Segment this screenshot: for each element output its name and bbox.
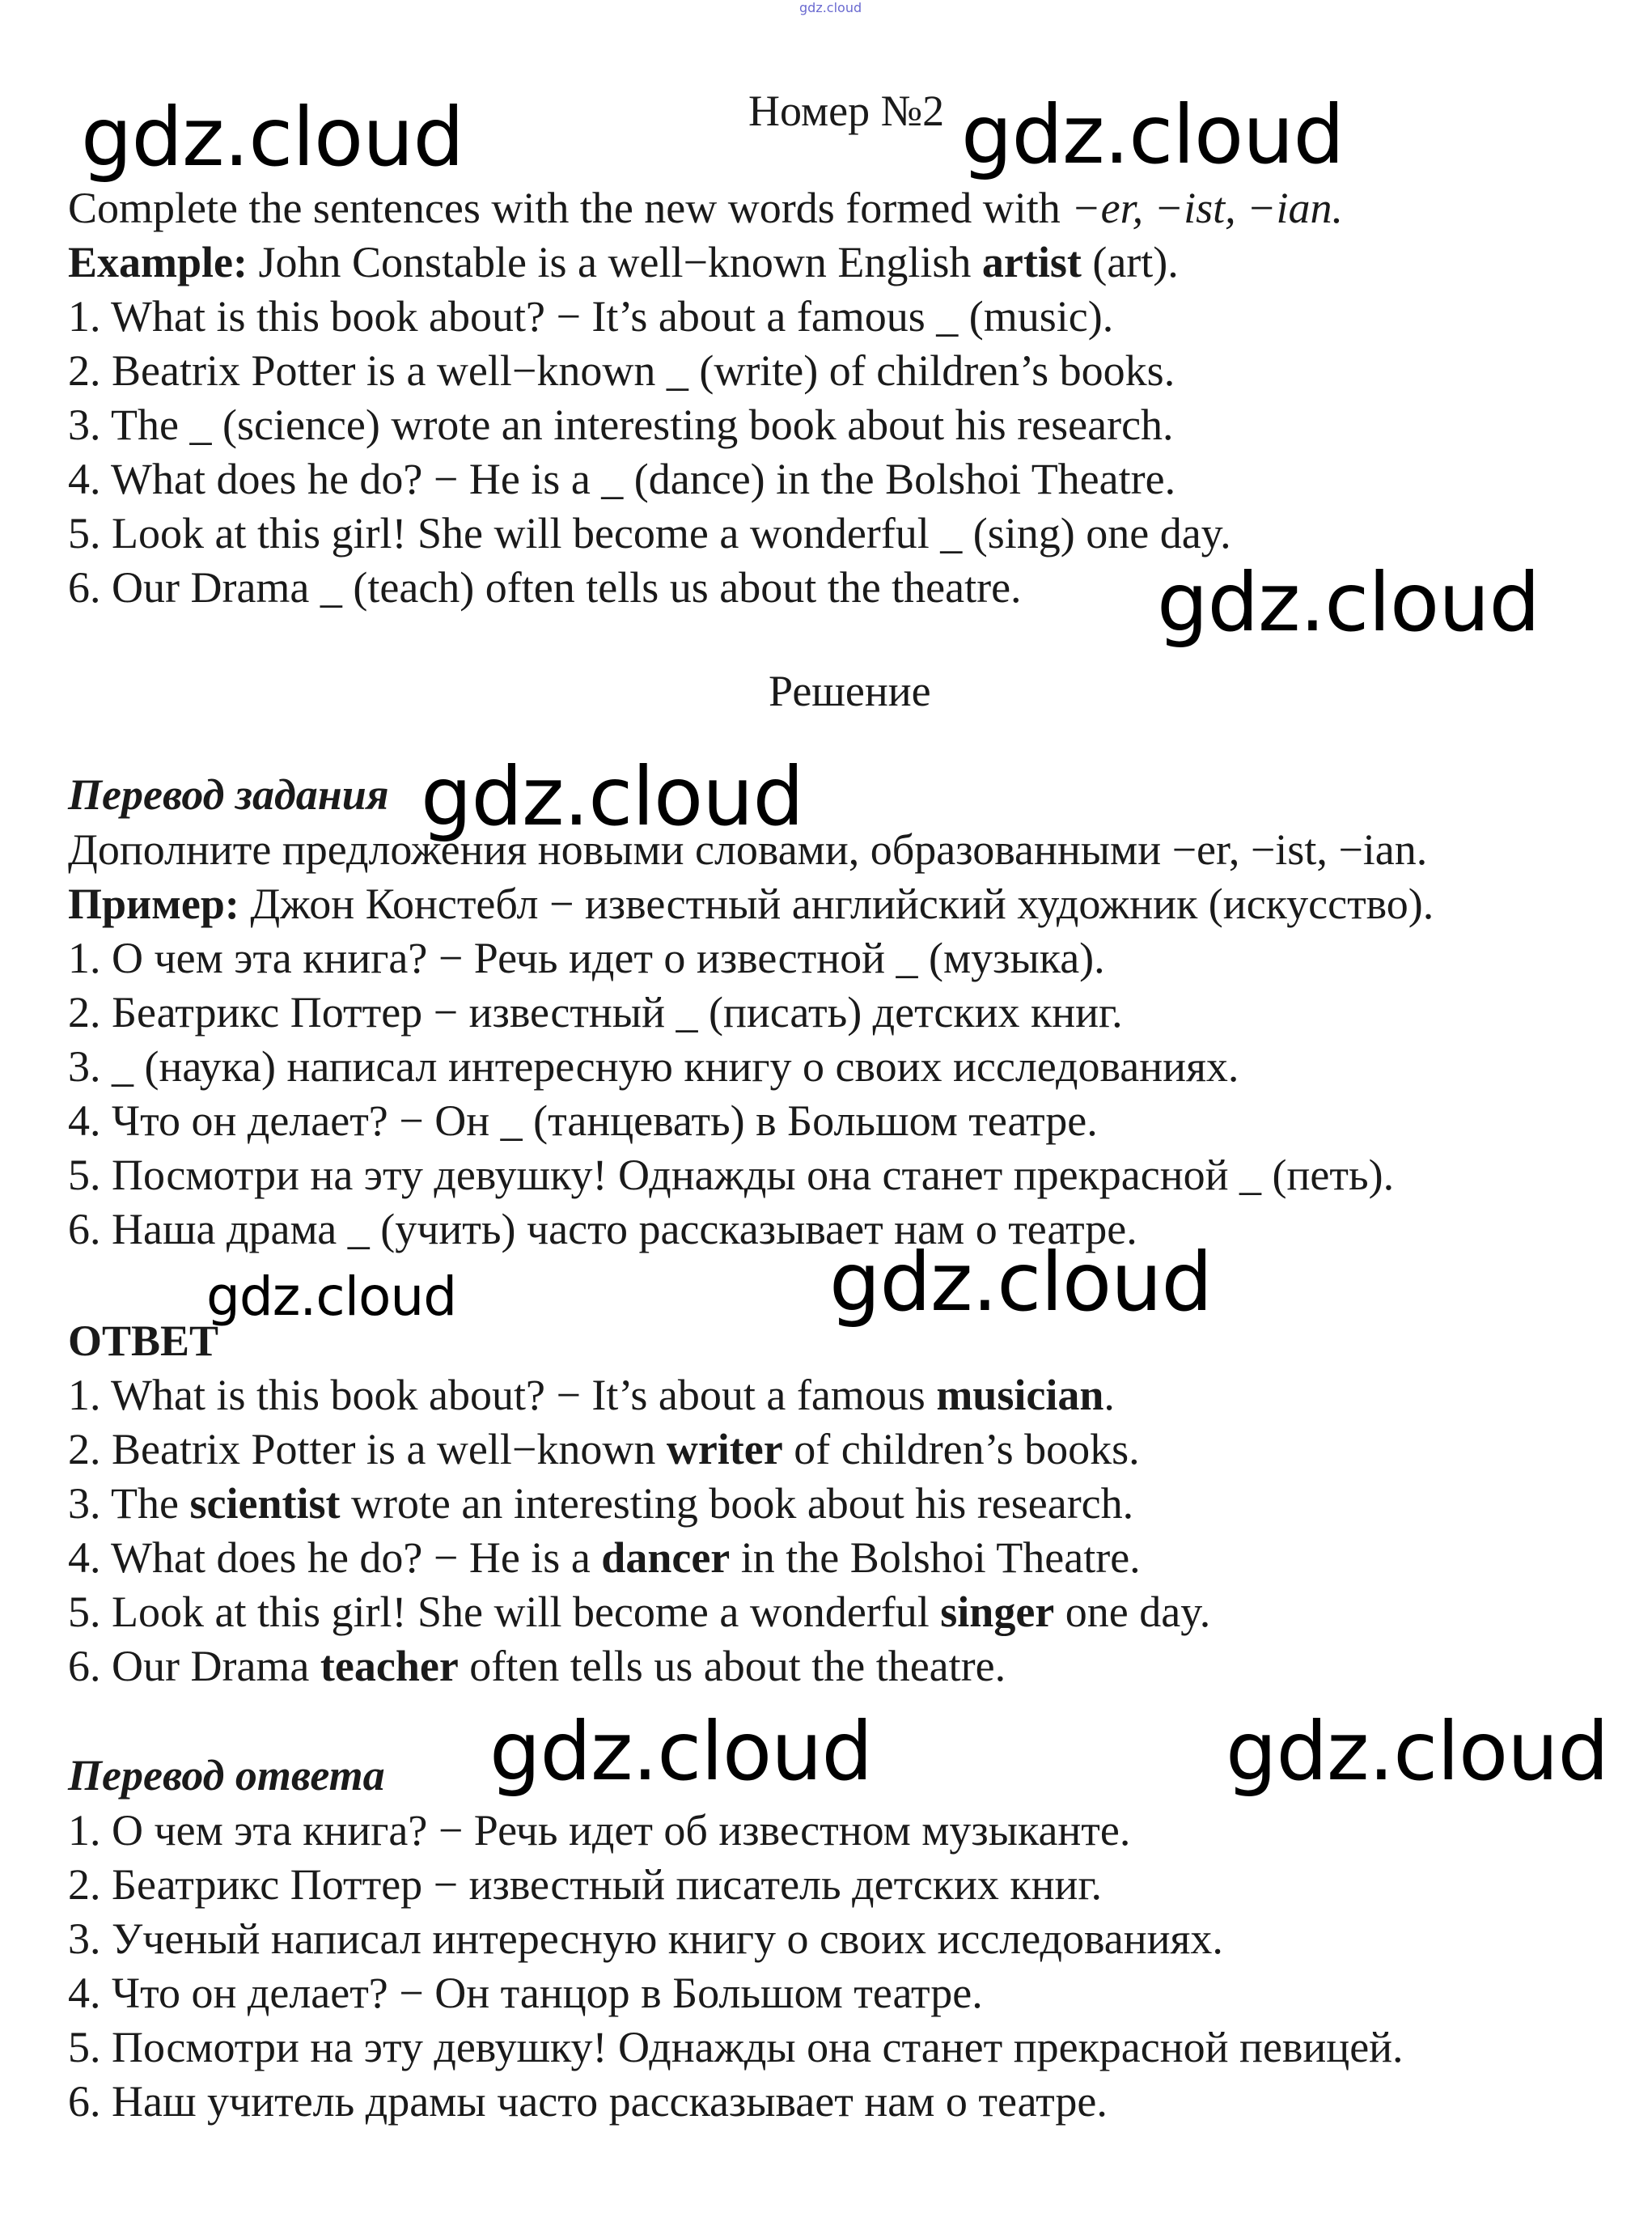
translation-instruction: Дополните предложения новыми словами, образованными −er, −ist, −ian. [68, 825, 1428, 874]
exercise-number: Номер №2 [748, 87, 945, 135]
answer-item: 2. Beatrix Potter is a well−known writer of children’s books. [68, 1425, 1140, 1473]
translation-item: 2. Беатрикс Поттер − известный _ (писать) детских книг. [68, 988, 1123, 1037]
watermark: gdz.cloud [1226, 1704, 1609, 1799]
answer-translation-item: 6. Наш учитель драмы часто рассказывает нам о театре. [68, 2077, 1108, 2126]
translation-item: 6. Наша драма _ (учить) часто рассказывает нам о театре. [68, 1205, 1137, 1253]
task-item: 5. Look at this girl! She will become a wonderful _ (sing) one day. [68, 509, 1231, 557]
answer-translation-item: 5. Посмотри на эту девушку! Однажды она станет прекрасной певицей. [68, 2023, 1404, 2071]
answer-item: 3. The scientist wrote an interesting book about his research. [68, 1479, 1134, 1528]
watermark: gdz.cloud [489, 1704, 873, 1799]
task-item: 1. What is this book about? − It’s about a famous _ (music). [68, 292, 1114, 341]
answer-translation-item: 1. О чем эта книга? − Речь идет об известном музыканте. [68, 1806, 1131, 1855]
answer-translation-item: 3. Ученый написал интересную книгу о своих исследованиях. [68, 1914, 1223, 1963]
task-item: 6. Our Drama _ (teach) often tells us about the theatre. [68, 563, 1022, 612]
top-watermark: gdz.cloud [799, 0, 862, 15]
translation-example: Пример: Джон Констебл − известный английский художник (искусство). [68, 880, 1434, 928]
watermark: gdz.cloud [1157, 555, 1540, 650]
task-item: 2. Beatrix Potter is a well−known _ (write) of children’s books. [68, 346, 1175, 395]
answer-item: 1. What is this book about? − It’s about a famous musician. [68, 1371, 1115, 1419]
answer-item: 4. What does he do? − He is a dancer in the Bolshoi Theatre. [68, 1533, 1141, 1582]
task-example: Example: John Constable is a well−known English artist (art). [68, 238, 1179, 286]
task-item: 3. The _ (science) wrote an interesting book about his research. [68, 401, 1174, 449]
translation-item: 4. Что он делает? − Он _ (танцевать) в Большом театре. [68, 1096, 1098, 1145]
answer-item: 5. Look at this girl! She will become a wonderful singer one day. [68, 1588, 1211, 1636]
watermark: gdz.cloud [961, 87, 1345, 182]
answer-translation-item: 4. Что он делает? − Он танцор в Большом театре. [68, 1969, 983, 2017]
task-item: 4. What does he do? − He is a _ (dance) in the Bolshoi Theatre. [68, 455, 1176, 503]
answer-translation-title: Перевод ответа [68, 1751, 385, 1800]
translation-title: Перевод задания [68, 770, 389, 819]
task-instruction: Complete the sentences with the new words formed with −er, −ist, −ian. [68, 184, 1344, 232]
watermark: gdz.cloud [829, 1235, 1213, 1329]
translation-item: 3. _ (наука) написал интересную книгу о своих исследованиях. [68, 1042, 1239, 1091]
translation-item: 5. Посмотри на эту девушку! Однажды она станет прекрасной _ (петь). [68, 1151, 1395, 1199]
solution-title: Решение [769, 667, 931, 715]
answer-item: 6. Our Drama teacher often tells us about the theatre. [68, 1642, 1006, 1690]
watermark: gdz.cloud [81, 90, 464, 184]
translation-item: 1. О чем эта книга? − Речь идет о известной _ (музыка). [68, 934, 1105, 982]
watermark: gdz.cloud [421, 749, 804, 844]
watermark: gdz.cloud [206, 1265, 457, 1328]
answer-translation-item: 2. Беатрикс Поттер − известный писатель детских книг. [68, 1860, 1103, 1909]
answer-title: ОТВЕТ [68, 1316, 219, 1365]
